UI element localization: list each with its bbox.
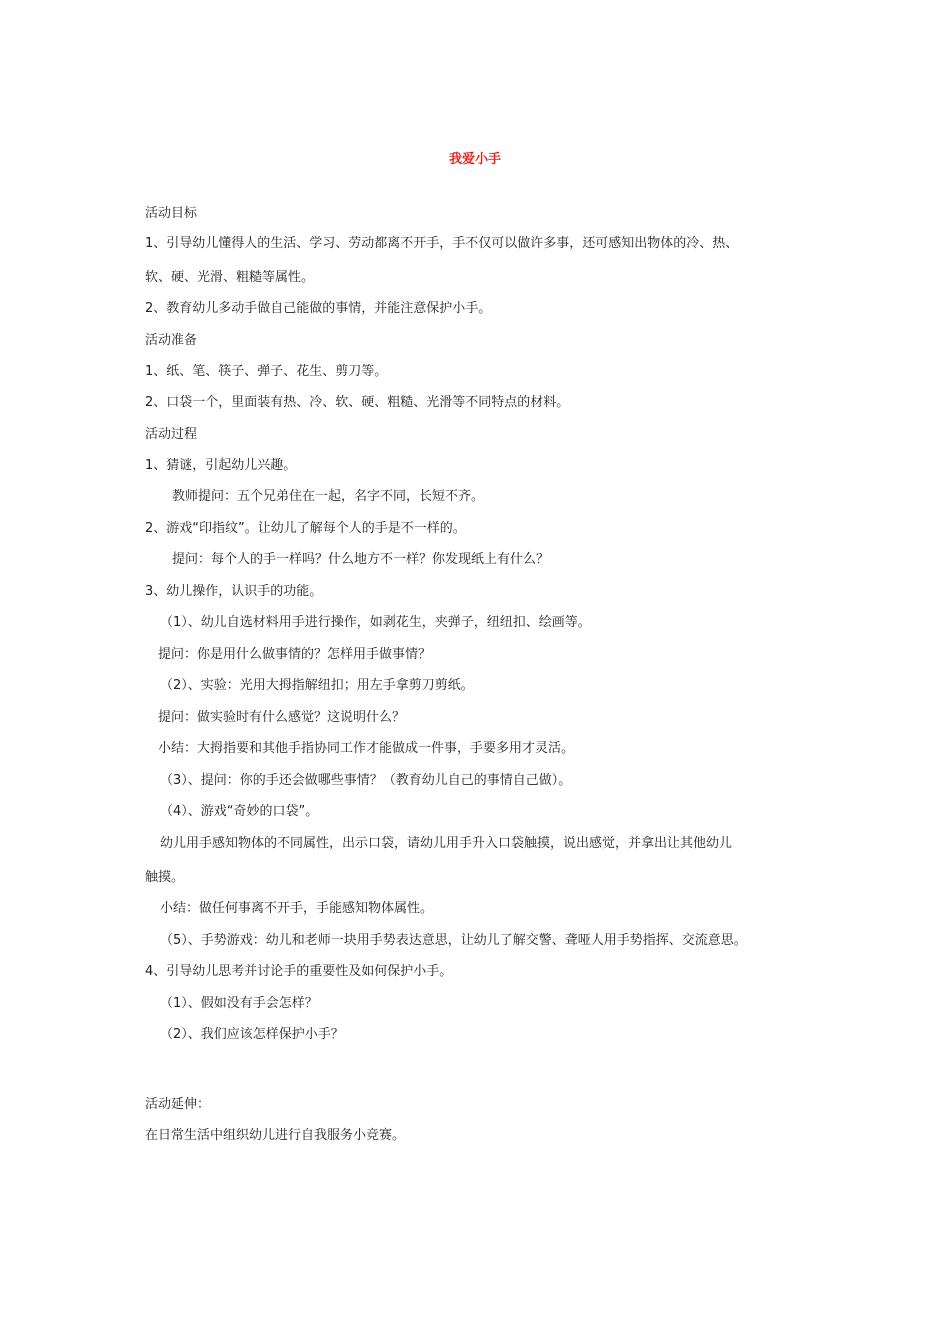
paragraph-line: 软、硬、光滑、粗糙等属性。 (145, 270, 315, 285)
paragraph-line: 提问：每个人的手一样吗？什么地方不一样？你发现纸上有什么？ (172, 552, 550, 567)
paragraph-line: 幼儿用手感知物体的不同属性，出示口袋，请幼儿用手升入口袋触摸，说出感觉，并拿出让其他幼儿 (160, 836, 733, 851)
paragraph-line: 小结：做任何事离不开手，手能感知物体属性。 (160, 901, 434, 916)
paragraph-line: 4、引导幼儿思考并讨论手的重要性及如何保护小手。 (145, 964, 453, 979)
paragraph-line: （1）、假如没有手会怎样？ (160, 996, 318, 1011)
section-heading-goals: 活动目标 (145, 206, 198, 221)
paragraph-line: 教师提问：五个兄弟住在一起，名字不同，长短不齐。 (172, 489, 485, 504)
paragraph-line: 2、游戏“印指纹”。让幼儿了解每个人的手是不一样的。 (145, 521, 466, 536)
paragraph-line: 1、引导幼儿懂得人的生活、学习、劳动都离不开手，手不仅可以做许多事，还可感知出物体的冷、热、 (145, 236, 739, 251)
section-heading-preparation: 活动准备 (145, 333, 198, 348)
paragraph-line: 1、猜谜，引起幼儿兴趣。 (145, 458, 297, 473)
paragraph-line: （4）、游戏“奇妙的口袋”。 (160, 804, 319, 819)
document-title: 我爱小手 (448, 152, 501, 167)
paragraph-line: 1、纸、笔、筷子、弹子、花生、剪刀等。 (145, 364, 388, 379)
section-heading-process: 活动过程 (145, 427, 198, 442)
paragraph-line: （2）、我们应该怎样保护小手？ (160, 1027, 344, 1042)
paragraph-line: （1）、幼儿自选材料用手进行操作，如剥花生，夹弹子，纽纽扣、绘画等。 (160, 615, 591, 630)
paragraph-line: 2、教育幼儿多动手做自己能做的事情，并能注意保护小手。 (145, 301, 492, 316)
paragraph-line: 小结：大拇指要和其他手指协同工作才能做成一件事，手要多用才灵活。 (158, 741, 575, 756)
paragraph-line: （5）、手势游戏：幼儿和老师一块用手势表达意思，让幼儿了解交警、聋哑人用手势指挥、交流意思。 (160, 933, 747, 948)
section-heading-extension: 活动延伸： (145, 1097, 211, 1112)
paragraph-line: 提问：你是用什么做事情的？怎样用手做事情？ (158, 647, 432, 662)
paragraph-line: （3）、提问：你的手还会做哪些事情？（教育幼儿自己的事情自己做）。 (160, 773, 572, 788)
paragraph-line: （2）、实验：光用大拇指解纽扣；用左手拿剪刀剪纸。 (160, 678, 474, 693)
paragraph-line: 2、口袋一个，里面装有热、冷、软、硬、粗糙、光滑等不同特点的材料。 (145, 395, 570, 410)
paragraph-line: 提问：做实验时有什么感觉？这说明什么？ (158, 710, 406, 725)
paragraph-line: 3、幼儿操作，认识手的功能。 (145, 584, 323, 599)
paragraph-line: 在日常生活中组织幼儿进行自我服务小竞赛。 (145, 1128, 406, 1143)
paragraph-line: 触摸。 (145, 870, 185, 885)
